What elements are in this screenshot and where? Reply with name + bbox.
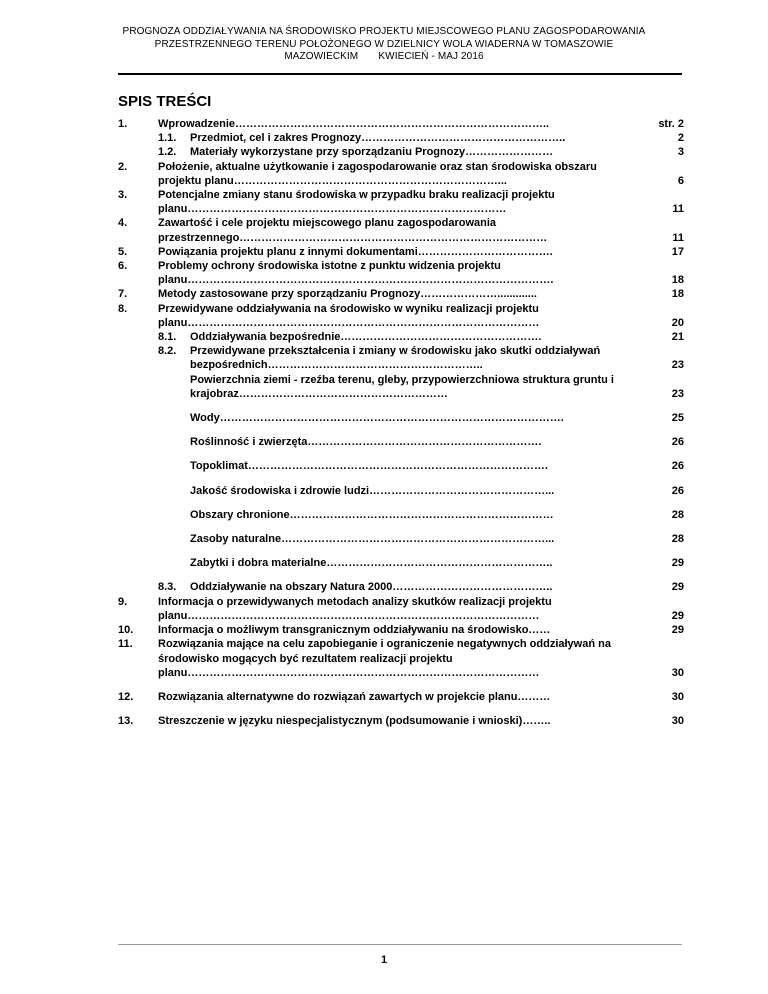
toc-entry-text: Wprowadzenie………………………………………………………………………….. [158,118,550,130]
toc-entry-page: 30 [671,666,684,679]
toc-entry-page: 6 [677,174,684,187]
toc-entry [118,595,684,623]
toc-entry-page: 23 [671,387,684,400]
toc-entry-text: Potencjalne zmiany stanu środowiska w przypadku braku realizacji projektu planu…………………………………………………………………………… [158,189,555,216]
toc-entry-number: 7. [118,288,128,301]
toc-entry-text: Informacja o możliwym transgranicznym oddziaływaniu na środowisko…… [158,624,551,637]
toc-entry [118,287,684,301]
toc-entry-number: 8. [118,302,128,315]
toc-entry-number: 9. [118,595,128,608]
toc-entry [118,623,684,637]
toc-entry [118,714,684,728]
toc-entry [118,117,684,131]
toc-entry-number: 11. [118,638,133,651]
toc-entry-text: Przewidywane przekształcenia i zmiany w środowisku jako skutki oddziaływań bezpośrednich………………………………………………….. [190,345,601,372]
header-divider [118,73,682,75]
toc-entry-text: Problemy ochrony środowiska istotne z punktu widzenia projektu planu………………………………………………………………………………………. [158,260,554,287]
toc-entry-text: Powierzchnia ziemi - rzeźba terenu, gleby, przypowierzchniowa struktura gruntu i krajobraz………………………………………………… [190,373,614,400]
toc-entry-number: 12. [118,690,134,703]
header-line-3: MAZOWIECKIM KWIECIEŃ - MAJ 2016 [284,51,484,62]
toc-entry [118,216,684,244]
toc-entry [118,188,684,216]
toc-entry-page: 23 [671,359,684,372]
toc-entry [118,330,684,344]
toc-entry-text: Jakość środowiska i zdrowie ludzi…………………………………………... [190,484,555,497]
toc-entry [118,344,684,372]
toc-entry-text: Roślinność i zwierzęta………………………………………………………. [190,436,542,449]
toc-entry [118,637,684,680]
toc-entry-page: 21 [671,331,684,344]
toc-entry-page: 28 [671,508,684,521]
toc-entry-page: 29 [671,557,684,570]
toc-entry-page: 29 [671,609,684,622]
toc-entry-page: 26 [671,460,684,473]
toc-entry [118,435,684,449]
toc-entry-page: 17 [671,245,684,258]
toc-entry-subnumber: 1.2. [158,146,177,159]
toc-entry-page: 30 [671,690,684,703]
toc-entry-page: 30 [671,715,684,728]
toc-entry-number: 6. [118,260,128,273]
toc-entry [118,532,684,546]
toc-entry-text: Przewidywane oddziaływania na środowisko w wyniku realizacji projektu planu…………………………………………………………………………………… [158,302,540,329]
page-title: SPIS TREŚCI [118,93,212,110]
toc-entry [118,245,684,259]
toc-entry [118,580,684,594]
toc-entry-page: 11 [672,231,684,244]
toc-entry-subnumber: 8.3. [158,581,177,594]
toc-entry-number: 10. [118,624,134,637]
toc-entry-text: Rozwiązania mające na celu zapobieganie i ograniczenie negatywnych oddziaływań na środowisko mogących być rezultatem realizacji projektu planu…………………………………………………………………………………… [158,638,611,679]
toc-entry-number: 4. [118,217,128,230]
toc-entry-page: 26 [671,484,684,497]
toc-entry-text: Zabytki i dobra materialne…………………………………………………….. [190,557,553,570]
toc-entry-text: Streszczenie w języku niespecjalistycznym (podsumowanie i wnioski)…….. [158,715,551,728]
header-line-1: PROGNOZA ODDZIAŁYWANIA NA ŚRODOWISKO PROJEKTU MIEJSCOWEGO PLANU ZAGOSPODAROWANIA [122,26,646,37]
toc-entry [118,302,684,330]
toc-entry-text: Topoklimat………………………………………………………………………. [190,460,548,473]
toc-entry [118,145,684,159]
toc-entry [118,690,684,704]
toc-entry-text: Materiały wykorzystane przy sporządzaniu Prognozy…………………… [190,146,554,159]
toc-entry-text: Położenie, aktualne użytkowanie i zagospodarowanie oraz stan środowiska obszaru projektu planu………………………………………………………………... [158,160,597,187]
toc-entry [118,373,684,401]
toc-entry-page: 18 [671,274,684,287]
header-line-2: PRZESTRZENNEGO TERENU POŁOŻONEGO W DZIELNICY WOLA WIADERNA W TOMASZOWIE [154,38,614,50]
toc-entry-text: Oddziaływanie na obszary Natura 2000…………………………………….. [190,581,553,594]
toc-entry-number: 3. [118,189,128,202]
toc-entry-text: Obszary chronione……………………………………………………………… [190,508,554,521]
toc-entry-text: Informacja o przewidywanych metodach analizy skutków realizacji projektu planu…………………………………………………………………………………… [158,595,552,622]
toc-entry-subnumber: 1.1. [158,132,177,145]
toc-entry-text: Przedmiot, cel i zakres Prognozy……………………………………………….. [190,132,566,145]
toc-entry-text: Rozwiązania alternatywne do rozwiązań zawartych w projekcie planu……… [158,690,551,703]
toc-entry-number: 13. [118,715,134,728]
toc-entry [118,411,684,425]
toc-entry-page: 3 [677,146,684,159]
toc-entry-subnumber: 8.2. [158,345,177,358]
toc-entry-text: Zasoby naturalne………………………………………………………………... [190,533,555,546]
toc-entry-page: 28 [671,533,684,546]
page-number: 1 [380,954,388,966]
toc-entry-number: 2. [118,160,128,173]
toc-entry-page: 29 [671,581,684,594]
toc-entry-text: Zawartość i cele projektu miejscowego planu zagospodarowania przestrzennego………………………………………………………………………… [158,217,548,244]
toc-entry-page: 29 [671,624,684,637]
toc-entry-page: 26 [671,436,684,449]
toc-entry-text: Wody…………………………………………………………………………………. [190,412,564,425]
toc-entry-page: 25 [671,412,684,425]
toc-entry-subnumber: 8.1. [158,331,177,344]
toc-entry-number: 5. [118,245,128,258]
toc-entry [118,484,684,498]
toc-entry-page: 18 [671,288,684,301]
toc-entry [118,259,684,287]
toc-entry [118,556,684,570]
toc-entry [118,459,684,473]
toc-entry [118,508,684,522]
table-of-contents [118,117,684,728]
toc-entry-text: Powiązania projektu planu z innymi dokumentami………………………………. [158,245,553,258]
toc-entry-page: 11 [672,203,684,216]
toc-entry [118,131,684,145]
toc-entry-page: 2 [677,132,684,145]
toc-entry-number: 1. [118,118,128,130]
toc-entry-page: str. 2 [658,118,684,130]
toc-entry-page: 20 [671,316,684,329]
footer-divider [118,944,682,945]
toc-entry [118,160,684,188]
document-header [0,26,768,64]
toc-entry-text: Metody zastosowane przy sporządzaniu Prognozy…………………............. [158,288,537,301]
toc-entry-text: Oddziaływania bezpośrednie………………………………………………. [190,331,542,344]
